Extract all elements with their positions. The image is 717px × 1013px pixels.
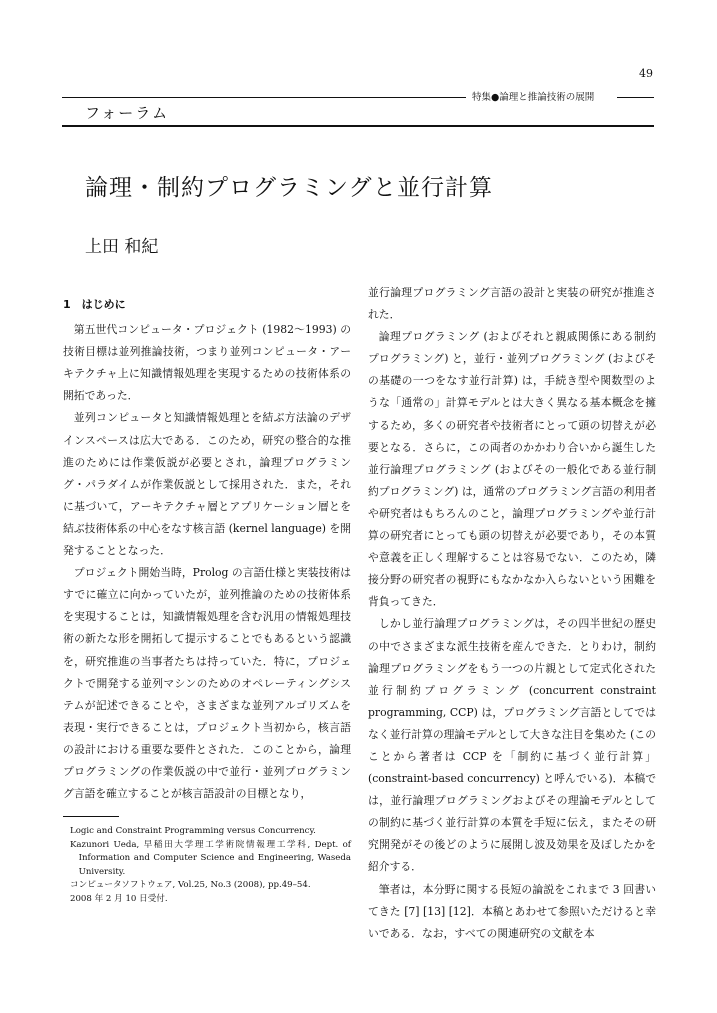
paragraph: 論理プログラミング (およびそれと親戚関係にある制約プログラミング) と，並行・並列プログラミング (およびその基礎の一つをなす並行計算) は，手続き型や関数型のような「通常の」計算モデルとは大きく異なる基本概念を擁するため，多くの研究者や技術者にとって頭の切替えが必要となる．さらに，この両者のかかわり合いから誕生した並行論理プログラミング (およびその一般化である並行制約プログラミング) は，通常のプログラミング言語の利用者や研究者はもちろんのこと，論理プログラミングや並行計算の研究者にとっても頭の切替えが必要であり，その本質や意義を正しく理解することは容易でない．このため，隣接分野の研究者の視野にもなかなか入らないという困難を背負ってきた． (368, 330, 656, 609)
forum-rule (62, 125, 654, 127)
footnote-journal-citation: コンピュータソフトウェア, Vol.25, No.3 (2008), pp.49–54. (70, 880, 311, 891)
forum-label: フォーラム (85, 104, 170, 122)
right-column (368, 282, 656, 945)
paragraph: 第五世代コンピュータ・プロジェクト (1982〜1993) の技術目標は並列推論技術，つまり並列コンピュータ・アーキテクチャ上に知識情報処理を実現するための技術体系の開拓であった． (63, 323, 351, 403)
footnote-author-affiliation: Kazunori Ueda, 早稲田大学理工学術院情報理工学科, Dept. of Information and Computer Science and Engineering, Waseda University. (70, 839, 351, 877)
paragraph: 並列コンピュータと知識情報処理とを結ぶ方法論のデザインスペースは広大である．このため，研究の整合的な推進のためには作業仮説が必要とされ，論理プログラミング・パラダイムが作業仮説として採用された．また，それに基づいて，アーキテクチャ層とアプリケーション層とを結ぶ技術体系の中心をなす核言語 (kernel language) を開発することとなった． (63, 411, 351, 558)
footnote-rule (63, 816, 119, 817)
paper-title: 論理・制約プログラミングと並行計算 (85, 175, 493, 201)
section-heading: 1 はじめに (63, 298, 126, 311)
paragraph: しかし並行論理プログラミングは，その四半世紀の歴史の中でさまざまな派生技術を産んできた．とりわけ，制約論理プログラミングをもう一つの片親として定式化された並行制約プログラミング (concurrent constraint programming, CCP) は，プログラミング言語としてではなく並行計算の理論モデルとして大きな注目を集めた (このことから著者は CCP を「制約に基づく並行計算」(constraint-based concurrency) と呼んでいる)．本稿では，並行論理プログラミングおよびその理論モデルとしての制約に基づく並行計算の本質を手短に伝え，またその研究開発がその後どのように展開し波及効果を及ぼしたかを紹介する． (368, 617, 656, 874)
page-number: 49 (639, 67, 653, 80)
header-rule-left (62, 97, 466, 98)
footnote-received-date: 2008 年 2 月 10 日受付. (70, 893, 168, 904)
left-column (63, 294, 351, 805)
paper-author: 上田 和紀 (85, 237, 159, 257)
paragraph: プロジェクト開始当時，Prolog の言語仕様と実装技術はすでに確立に向かっていたが，並列推論のための技術体系を実現することは，知識情報処理を含む汎用の情報処理技術の新たな形を開拓して提示することでもあるという認識を，研究推進の当事者たちは持っていた．特に，プロジェクトで開発する並列マシンのためのオペレーティングシステムが記述できることや，さまざまな並列アルゴリズムを表現・実行できることは，プロジェクト当初から，核言語の設計における重要な要件とされた．このことから，論理プログラミングの作業仮説の中で並行・並列プログラミング言語を確立することが核言語設計の目標となり， (63, 566, 351, 801)
footnotes (70, 825, 351, 907)
special-issue-title: 特集●論理と推論技術の展開 (472, 92, 595, 103)
footnote-english-title: Logic and Constraint Programming versus Concurrency. (70, 826, 316, 836)
paragraph: 筆者は，本分野に関する長短の論説をこれまで 3 回書いてきた [7] [13] [12]．本稿とあわせて参照いただけると幸いである．なお，すべての関連研究の文献を本 (368, 882, 656, 940)
paragraph: 並行論理プログラミング言語の設計と実装の研究が推進された． (368, 286, 656, 322)
header-rule-right (617, 97, 654, 98)
